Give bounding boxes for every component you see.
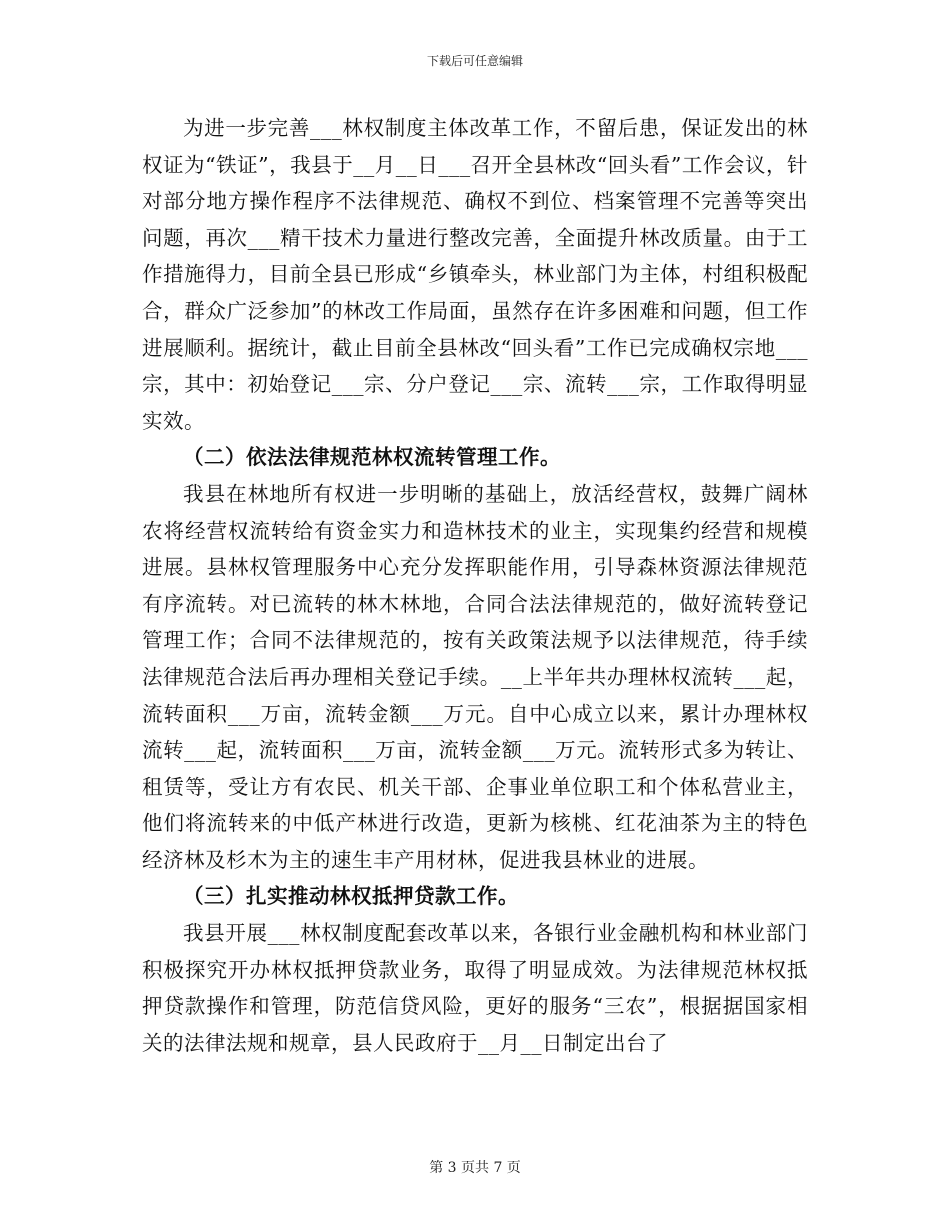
section-heading-2: （二）依法法律规范林权流转管理工作。: [183, 445, 561, 470]
paragraph-2: 我县在林地所有权进一步明晰的基础上，放活经营权，鼓舞广阔林农将经营权流转给有资金实力和造林技术的业主，实现集约经营和规模进展。县林权管理服务中心充分发挥职能作用，引导森林资源法律规范有序流转。对已流转的林木林地，合同合法法律规范的，做好流转登记管理工作；合同不法律规范的，按有关政策法规予以法律规范，待手续法律规范合法后再办理相关登记手续。__上半年共办理林权流转___起，流转面积___万亩，流转金额___万元。自中心成立以来，累计办理林权流转___起，流转面积___万亩，流转金额___万元。流转形式多为转让、租赁等，受让方有农民、机关干部、企事业单位职工和个体私营业主，他们将流转来的中低产林进行改造，更新为核桃、红花油茶为主的特色经济林及杉木为主的速生丰产用材林，促进我县林业的进展。: [142, 481, 808, 872]
paragraph-3: 我县开展___林权制度配套改革以来，各银行业金融机构和林业部门积极探究开办林权抵押贷款业务，取得了明显成效。为法律规范林权抵押贷款操作和管理，防范信贷风险，更好的服务“三农”，根据据国家相关的法律法规和规章，县人民政府于__月__日制定出台了: [142, 921, 808, 1055]
page-footer: 第 3 页共 7 页: [429, 1160, 521, 1176]
document-body: [142, 110, 808, 1061]
paragraph-1: 为进一步完善___林权制度主体改革工作，不留后患，保证发出的林权证为“铁证”，我县于__月__日___召开全县林改“回头看”工作会议，针对部分地方操作程序不法律规范、确权不到位、档案管理不完善等突出问题，再次___精干技术力量进行整改完善，全面提升林改质量。由于工作措施得力，目前全县已形成“乡镇牵头，林业部门为主体，村组积极配合，群众广泛参加”的林改工作局面，虽然存在许多困难和问题，但工作进展顺利。据统计，截止目前全县林改“回头看”工作已完成确权宗地___宗，其中：初始登记___宗、分户登记___宗、流转___宗，工作取得明显实效。: [142, 116, 808, 433]
page-header: 下载后可任意编辑: [426, 54, 523, 68]
section-heading-3: （三）扎实推动林权抵押贷款工作。: [183, 884, 519, 909]
